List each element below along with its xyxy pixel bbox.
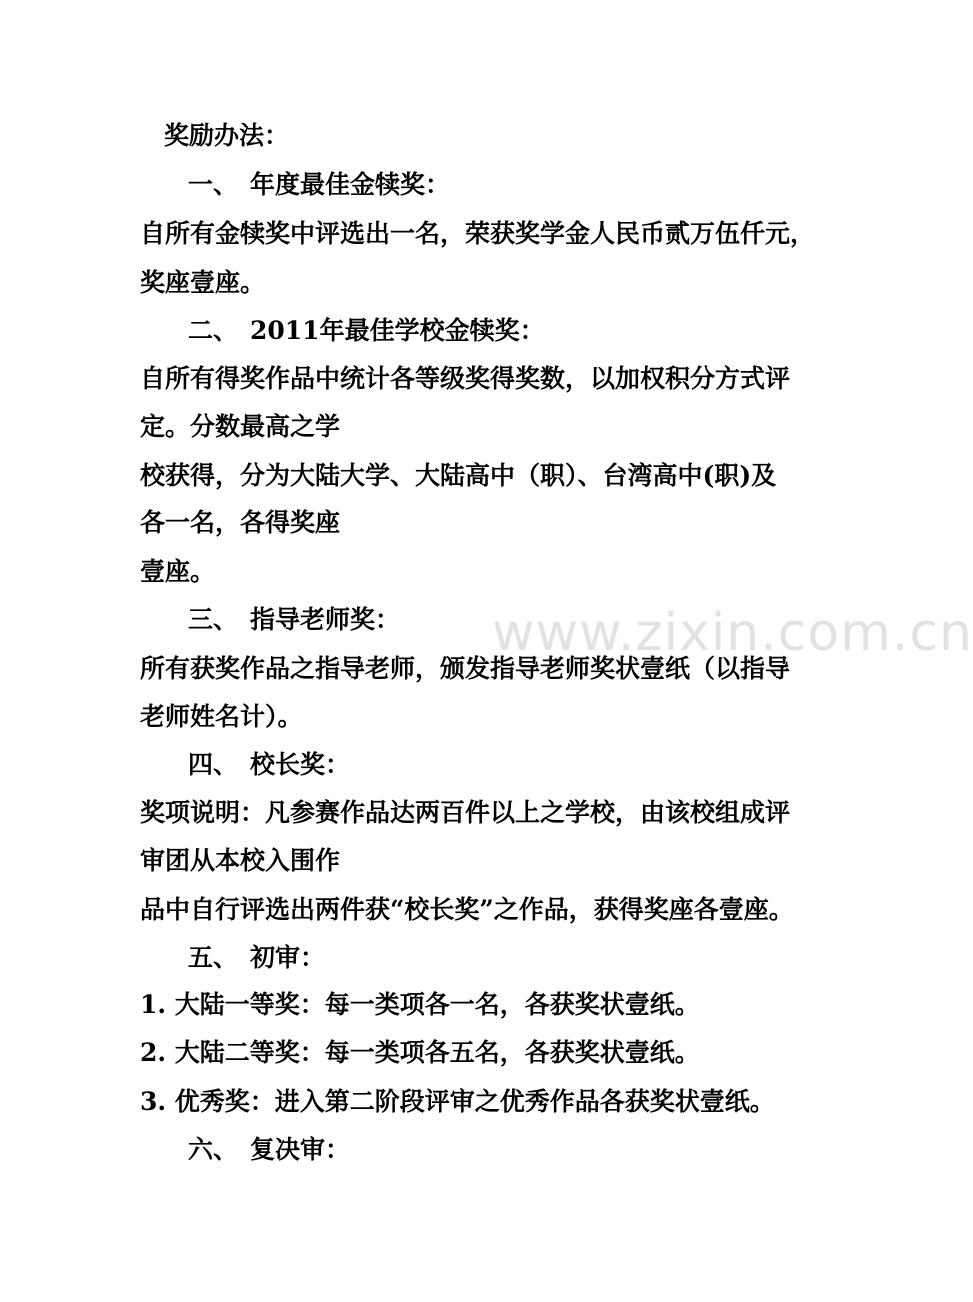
section-title: 年度最佳金犊奖： (250, 170, 451, 199)
paragraph-line: 校获得，分为大陆大学、大陆高中（职）、台湾高中(职)及 (140, 461, 777, 490)
paragraph-line: 自所有金犊奖中评选出一名，荣获奖学金人民币贰万伍仟元， (140, 219, 816, 248)
document-title: 奖励办法： (164, 121, 290, 150)
section-number: 一、 (188, 170, 239, 199)
paragraph-line: 壹座。 (140, 557, 216, 586)
paragraph-line: 奖项说明：凡参赛作品达两百件以上之学校，由该校组成评 (140, 798, 791, 827)
section-title: 校长奖： (250, 750, 351, 779)
paragraph-line: 各一名，各得奖座 (140, 508, 341, 537)
section-heading-1 (188, 170, 450, 200)
paragraph-line: 自所有得奖作品中统计各等级奖得奖数，以加权积分方式评 (140, 364, 791, 393)
section-title: 初审： (250, 943, 326, 972)
paragraph-line: 奖座壹座。 (140, 268, 266, 297)
section-heading-5 (188, 943, 325, 973)
section-heading-2 (188, 316, 545, 346)
section-title: 指导老师奖： (250, 605, 401, 634)
section-number: 四、 (188, 750, 239, 779)
section-number: 六、 (188, 1135, 239, 1164)
paragraph-line: 所有获奖作品之指导老师，颁发指导老师奖状壹纸（以指导 (140, 654, 791, 683)
section-number: 五、 (188, 943, 239, 972)
list-item: 2. 大陆二等奖：每一类项各五名，各获奖状壹纸。 (140, 1038, 700, 1067)
section-title: 2011年最佳学校金犊奖： (250, 316, 545, 345)
paragraph-line: 老师姓名计）。 (140, 702, 303, 731)
section-heading-4 (188, 750, 350, 780)
section-number: 二、 (188, 316, 239, 345)
paragraph-line: 审团从本校入围作 (140, 846, 341, 875)
section-title: 复决审： (250, 1135, 351, 1164)
watermark-text: www.zixin.com.cn (492, 603, 973, 663)
paragraph-line: 定。分数最高之学 (140, 412, 341, 441)
list-item: 1. 大陆一等奖：每一类项各一名，各获奖状壹纸。 (140, 990, 700, 1019)
paragraph-line: 品中自行评选出两件获“校长奖”之作品，获得奖座各壹座。 (140, 895, 794, 924)
list-item: 3. 优秀奖：进入第二阶段评审之优秀作品各获奖状壹纸。 (140, 1087, 775, 1116)
section-heading-3 (188, 605, 400, 635)
section-heading-6 (188, 1135, 350, 1165)
section-number: 三、 (188, 605, 239, 634)
